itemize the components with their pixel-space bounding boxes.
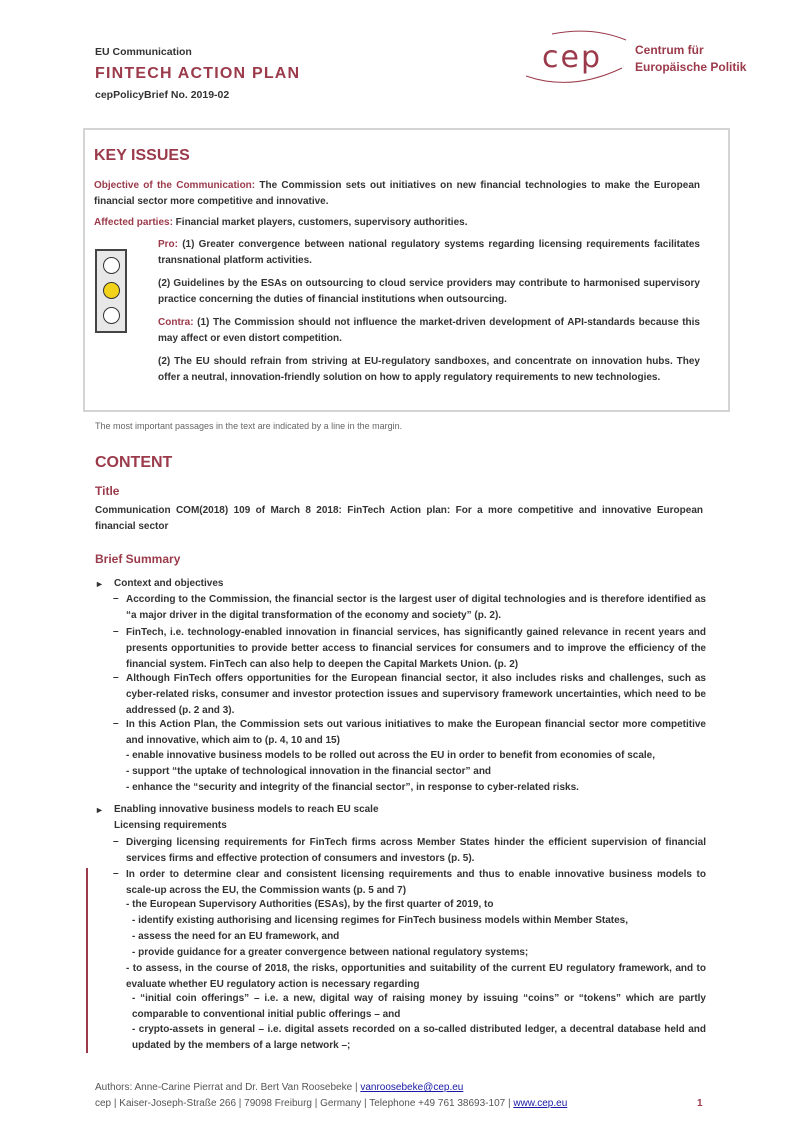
margin-note: The most important passages in the text are indicated by a line in the margin.: [95, 421, 403, 431]
title-text: Communication COM(2018) 109 of March 8 2018: FinTech Action plan: For a more competitive and innovative European financial sector: [95, 505, 703, 532]
assess-subitem-2: - crypto-assets in general – i.e. digital assets recorded on a so-called distributed ledger, a decentral database held and updated by the members of a large network –;: [132, 1024, 706, 1051]
document-title: FINTECH ACTION PLAN: [95, 65, 301, 82]
affected-label: Affected parties:: [94, 217, 173, 229]
objective-text: The Commission sets out initiatives on new financial technologies to make the European financial sector more competitive and innovative.: [94, 180, 700, 207]
contra-1-text: (1) The Commission should not influence the market-driven development of API-standards because this may affect or even distort competition.: [158, 317, 700, 344]
traffic-light-bottom: [103, 307, 120, 324]
address-text: cep | Kaiser-Joseph-Straße 266 | 79098 Freiburg | Germany | Telephone +49 761 38693-107 |: [95, 1098, 514, 1109]
objective-label: Objective of the Communication:: [94, 180, 256, 192]
esa-item: - the European Supervisory Authorities (ESAs), by the first quarter of 2019, to: [126, 899, 494, 910]
dash-icon: –: [113, 626, 119, 637]
title-heading: Title: [95, 484, 120, 498]
content-heading: CONTENT: [95, 454, 173, 471]
esa-subitem-1: - identify existing authorising and licensing regimes for FinTech business models within Member States,: [132, 915, 629, 926]
footer-authors: [95, 1081, 463, 1096]
context-item-2: FinTech, i.e. technology-enabled innovation in financial services, has significantly gained relevance in recent years and presents opportunities to provide better access to financial services for consumers and to improve the efficiency of the financial system. FinTech can also help to deepen the Capital Markets Union. (p. 2): [126, 627, 706, 670]
dash-icon: –: [113, 672, 119, 683]
assess-item: - to assess, in the course of 2018, the risks, opportunities and suitability of the current EU regulatory framework, and to evaluate whether EU regulatory action is necessary regarding: [126, 963, 706, 990]
licensing-subheading: Licensing requirements: [114, 820, 227, 831]
objective-paragraph: [94, 178, 700, 209]
logo-name-line-1: Centrum für: [635, 43, 704, 57]
traffic-light-middle: [103, 282, 120, 299]
contra-2: (2) The EU should refrain from striving at EU-regulatory sandboxes, and concentrate on innovation hubs. They offer a neutral, innovation-friendly solution on how to apply regulatory requirements to new technologies.: [158, 356, 700, 383]
logo-word: cep: [542, 40, 602, 75]
section-enabling-title: Enabling innovative business models to reach EU scale: [114, 804, 379, 815]
document-type: EU Communication: [95, 46, 192, 58]
affected-parties-paragraph: [94, 215, 700, 231]
assess-subitem-1: - “initial coin offerings” – i.e. a new, digital way of raising money by issuing “coins” or “tokens” which are partly comparable to conventional initial public offerings – and: [132, 993, 706, 1020]
author-email-link[interactable]: vanroosebeke@cep.eu: [360, 1082, 464, 1093]
esa-subitem-2: - assess the need for an EU framework, and: [132, 931, 340, 942]
context-aim-1: - enable innovative business models to be rolled out across the EU in order to benefit from economies of scale,: [126, 750, 656, 761]
affected-text: Financial market players, customers, supervisory authorities.: [172, 217, 468, 229]
contra-label: Contra:: [158, 317, 194, 328]
authors-text: Authors: Anne-Carine Pierrat and Dr. Bert Van Roosebeke |: [95, 1082, 361, 1093]
context-item-4: In this Action Plan, the Commission sets out various initiatives to make the European financial sector more competitive and innovative, which aim to (p. 4, 10 and 15): [126, 719, 706, 746]
context-item-1: According to the Commission, the financial sector is the largest user of digital technologies and is therefore identified as “a major driver in the digital transformation of the economy and society” (p. 2).: [126, 594, 706, 621]
page-number: 1: [697, 1098, 703, 1109]
website-link[interactable]: www.cep.eu: [513, 1098, 568, 1109]
dash-icon: –: [113, 718, 119, 729]
brief-summary-heading: Brief Summary: [95, 552, 181, 566]
pro-2: (2) Guidelines by the ESAs on outsourcing to cloud service providers may contribute to harmonised supervisory practice concerning the duties of financial institutions when outsourcing.: [158, 278, 700, 305]
licensing-item-1: Diverging licensing requirements for FinTech firms across Member States hinder the efficient supervision of financial services firms and effective protection of consumers and investors (p. 5).: [126, 837, 706, 864]
pro-label: Pro:: [158, 239, 178, 250]
pro-1-text: (1) Greater convergence between national regulatory systems regarding licensing requirements facilitates transnational platform activities.: [158, 239, 700, 266]
section-bullet-icon: ►: [95, 579, 104, 589]
contra-1: [158, 315, 700, 347]
traffic-light-icon: [95, 249, 127, 333]
dash-icon: –: [113, 868, 119, 879]
pro-1: [158, 237, 700, 269]
esa-subitem-3: - provide guidance for a greater convergence between national regulatory systems;: [132, 947, 529, 958]
context-aim-3: - enhance the “security and integrity of the financial sector”, in response to cyber-related risks.: [126, 782, 579, 793]
context-aim-2: - support “the uptake of technological innovation in the financial sector” and: [126, 766, 492, 777]
context-item-3: Although FinTech offers opportunities for the European financial sector, it also includes risks and challenges, such as cyber-related risks, consumer and investor protection issues and supervisory framework uncertainties, which need to be addressed (p. 2 and 3).: [126, 673, 706, 716]
footer-address: [95, 1097, 567, 1112]
section-context-title: Context and objectives: [114, 578, 224, 589]
cep-logo: [522, 28, 762, 88]
policy-brief-number: cepPolicyBrief No. 2019-02: [95, 89, 230, 101]
dash-icon: –: [113, 593, 119, 604]
logo-org-name: [635, 42, 746, 76]
importance-margin-line: [86, 868, 88, 1053]
dash-icon: –: [113, 836, 119, 847]
licensing-item-2: In order to determine clear and consistent licensing requirements and thus to enable innovative business models to scale-up across the EU, the Commission wants (p. 5 and 7): [126, 869, 706, 896]
section-bullet-icon: ►: [95, 805, 104, 815]
pro-contra-section: [158, 237, 700, 393]
traffic-light-top: [103, 257, 120, 274]
logo-name-line-2: Europäische Politik: [635, 59, 747, 74]
key-issues-title: KEY ISSUES: [94, 147, 190, 164]
